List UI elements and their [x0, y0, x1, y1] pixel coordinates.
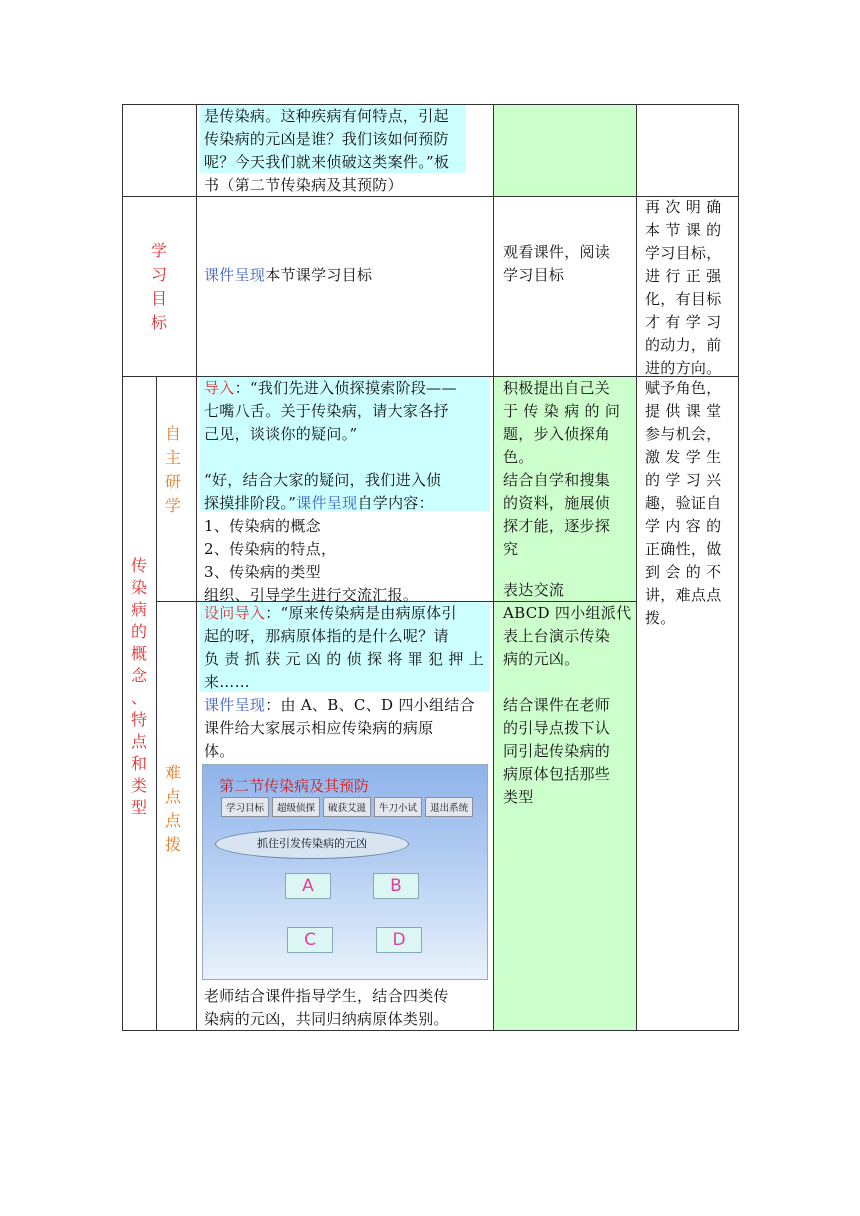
courseware-label-3: 课件呈现 [204, 696, 266, 714]
stage-concept-features-types: 传 染 病 的 概 念 、 特 点 和 类 型 [130, 556, 147, 817]
row2-intent-text: 再 次 明 确 本 节 课 的 学习目标， 进 行 正 强 化，有目标 才 有 学 习 的动力，前 进的方向。 [645, 198, 722, 377]
slide-menu-item[interactable]: 学习目标 [221, 797, 269, 817]
slide-menu-item[interactable]: 破获艾滋 [323, 797, 371, 817]
courseware-label: 课件呈现 [204, 266, 266, 284]
guidance-student-text: ABCD 四小组派代 表上台演示传染 病的元凶。 [503, 604, 632, 668]
slide-menu [221, 797, 473, 817]
slide-oval-banner: 抓住引发传染病的元凶 [215, 829, 409, 859]
stage-learning-goals: 学 习 目 标 [150, 241, 167, 332]
sub-stage-difficulty-guidance: 难 点 点 拨 [164, 763, 181, 854]
sub-stage-self-study: 自 主 研 学 [164, 424, 181, 515]
slide-menu-item[interactable]: 超级侦探 [272, 797, 320, 817]
guidance-closing-text: 老师结合课件指导学生，结合四类传 染病的元凶，共同归纳病原体类别。 [204, 987, 449, 1028]
slide-title: 第二节传染病及其预防 [219, 777, 370, 795]
guidance-teacher-text: 设问导入：“原来传染病是由病原体引 起的呀，那病原体指的是什么呢？请 负 责 抓 获 元 凶 的 侦 探 将 罪 犯 押 上 来…… 课件呈现：由 A、B、C、D 四小组结合 课件给大家展示相应传染病的病原 体。 [204, 604, 485, 760]
slide-button-a[interactable]: A [285, 873, 331, 899]
student-column-bg-row1 [494, 104, 636, 196]
slide-button-b[interactable]: B [373, 873, 419, 899]
courseware-label-2: 课件呈现 [296, 494, 358, 512]
self-study-teacher-text: 导入：“我们先进入侦探摸索阶段—— 七嘴八舌。关于传染病，请大家各抒 己见，谈谈你的疑问。” “好，结合大家的疑问，我们进入侦 探摸排阶段。”课件呈现自学内容： 1、传染病的概念 2、传染病的特点， 3、传染病的类型 组织、引导学生进行交流汇报。 [204, 379, 457, 604]
guidance-student-text-2: 结合课件在老师 的引导点拨下认 同引起传染病的 病原体包括那些 类型 [503, 696, 611, 806]
row2-teacher-text: 课件呈现本节课学习目标 [204, 266, 373, 284]
self-study-student-text: 积极提出自己关 于 传 染 病 的 问 题，步入侦探角 色。 结合自学和搜集 的资料，施展侦 探才能，逐步探 究 [503, 379, 621, 558]
courseware-slide [202, 764, 488, 980]
question-intro-label: 设问导入 [204, 604, 266, 622]
row1-teacher-text: 是传染病。这种疾病有何特点，引起 传染病的元凶是谁？我们该如何预防 呢？今天我们就来侦破这类案件。”板 书（第二节传染病及其预防） [204, 107, 450, 194]
row3-intent-text: 赋予角色， 提 供 课 堂 参与机会， 激 发 学 生 的 学 习 兴 趣，验证自 学 内 容 的 正确性，做 到 会 的 不 讲，难点点 拨。 [645, 379, 722, 627]
row2-student-text: 观看课件，阅读 学习目标 [503, 243, 611, 284]
slide-menu-item[interactable]: 退出系统 [425, 797, 473, 817]
slide-button-d[interactable]: D [376, 927, 422, 953]
intro-label: 导入 [204, 379, 235, 397]
slide-button-c[interactable]: C [287, 927, 333, 953]
slide-menu-item[interactable]: 牛刀小试 [374, 797, 422, 817]
self-study-student-expression: 表达交流 [503, 581, 565, 599]
